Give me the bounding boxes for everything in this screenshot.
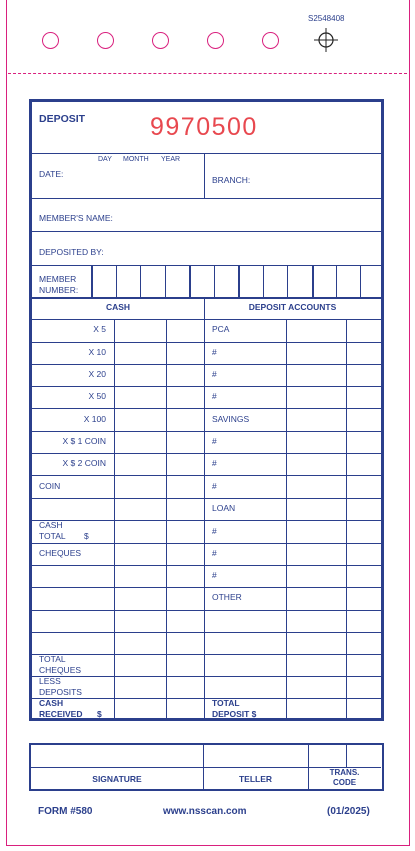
form-number: FORM #580 [38,806,93,817]
cheques-label: CHEQUES [39,548,82,558]
rule [114,319,115,718]
deposit-form [29,99,384,721]
member-number-label: MEMBER [39,274,77,284]
member-digit-divider [214,265,215,297]
member-digit-divider [360,265,361,297]
rule [32,676,381,677]
deposit-number: 9970500 [150,113,258,141]
deposit-accounts-header: DEPOSIT ACCOUNTS [248,302,337,312]
signature-label: SIGNATURE [92,774,142,784]
account-row-label: OTHER [212,592,242,602]
member-number-label: NUMBER: [39,285,79,295]
rule [32,453,381,454]
member-digit-divider [287,265,288,297]
rule [346,319,347,718]
rule [32,587,381,588]
deposit-title: DEPOSIT [39,113,86,125]
dollar-sign: $ [97,709,102,719]
rule [32,408,381,409]
member-digit-divider [312,265,314,297]
rule [32,475,381,476]
account-row-label: # [212,570,217,580]
rule [32,297,381,299]
year-label: YEAR [161,156,181,163]
day-label: DAY [98,156,112,163]
branch-label: BRANCH: [212,175,251,185]
rule [32,698,381,699]
account-row-label: # [212,458,217,468]
dollar-sign: $ [84,531,89,541]
account-row-label: LOAN [212,503,236,513]
total-deposit-label: TOTAL [212,698,240,708]
revision-date: (01/2025) [327,806,370,817]
registration-target-icon [314,28,338,52]
account-row-label: # [212,526,217,536]
account-row-label: # [212,347,217,357]
denomination-label: X $ 2 COIN [62,458,106,468]
rule [32,265,381,266]
rule [32,431,381,432]
denomination-label: X 5 [93,324,106,334]
member-digit-divider [336,265,337,297]
perforation-line [8,73,407,74]
denomination-label: X 10 [88,347,106,357]
binding-hole [97,32,114,49]
binding-hole [262,32,279,49]
rule [32,386,381,387]
date-label: DATE: [39,169,64,179]
rule [346,745,347,767]
month-label: MONTH [123,156,149,163]
rule [32,153,381,154]
left-edge [6,0,7,846]
less-deposits-label: DEPOSITS [39,687,82,697]
signature-block [29,743,384,791]
rule [32,498,381,499]
rule [32,610,381,611]
rule [32,654,381,655]
denomination-label: X 50 [88,391,106,401]
member-digit-divider [238,265,240,297]
denomination-label: X $ 1 COIN [62,436,106,446]
denomination-label: X 20 [88,369,106,379]
cash-total-label: CASH [39,520,63,530]
account-row-label: # [212,481,217,491]
cash-total-label: TOTAL [39,531,66,541]
trans-code-label: CODE [332,778,357,787]
rule [32,342,381,343]
rule [32,565,381,566]
right-edge [409,0,410,846]
serial-number: S2548408 [308,14,345,23]
binding-hole [152,32,169,49]
rule [32,632,381,633]
rule [91,265,93,297]
rule [32,198,381,199]
total-deposit-label: DEPOSIT $ [212,709,257,719]
binding-hole [207,32,224,49]
bottom-edge [6,845,410,846]
denomination-label: X 100 [83,414,106,424]
rule [204,153,205,198]
teller-label: TELLER [238,774,273,784]
account-row-label: PCA [212,324,230,334]
website: www.nsscan.com [163,806,247,817]
account-row-label: # [212,369,217,379]
member-name-label: MEMBER'S NAME: [39,213,113,223]
rule [32,543,381,544]
rule [32,231,381,232]
rule [32,520,381,521]
cash-received-label: CASH [39,698,64,708]
cash-received-label: RECEIVED [39,709,83,719]
rule [32,319,381,320]
account-row-label: # [212,548,217,558]
rule [166,319,167,718]
account-row-label: # [212,391,217,401]
account-row-label: SAVINGS [212,414,250,424]
member-digit-divider [140,265,141,297]
member-digit-divider [189,265,191,297]
less-deposits-label: LESS [39,676,61,686]
binding-hole [42,32,59,49]
rule [31,767,381,768]
deposited-by-label: DEPOSITED BY: [39,247,104,257]
member-digit-divider [116,265,117,297]
rule [32,364,381,365]
account-row-label: # [212,436,217,446]
member-digit-divider [165,265,166,297]
total-cheques-label: CHEQUES [39,665,82,675]
coin-label: COIN [39,481,61,491]
cash-header: CASH [105,302,131,312]
rule [286,319,287,718]
trans-code-label: TRANS. [329,768,360,777]
total-cheques-label: TOTAL [39,654,66,664]
member-digit-divider [263,265,264,297]
